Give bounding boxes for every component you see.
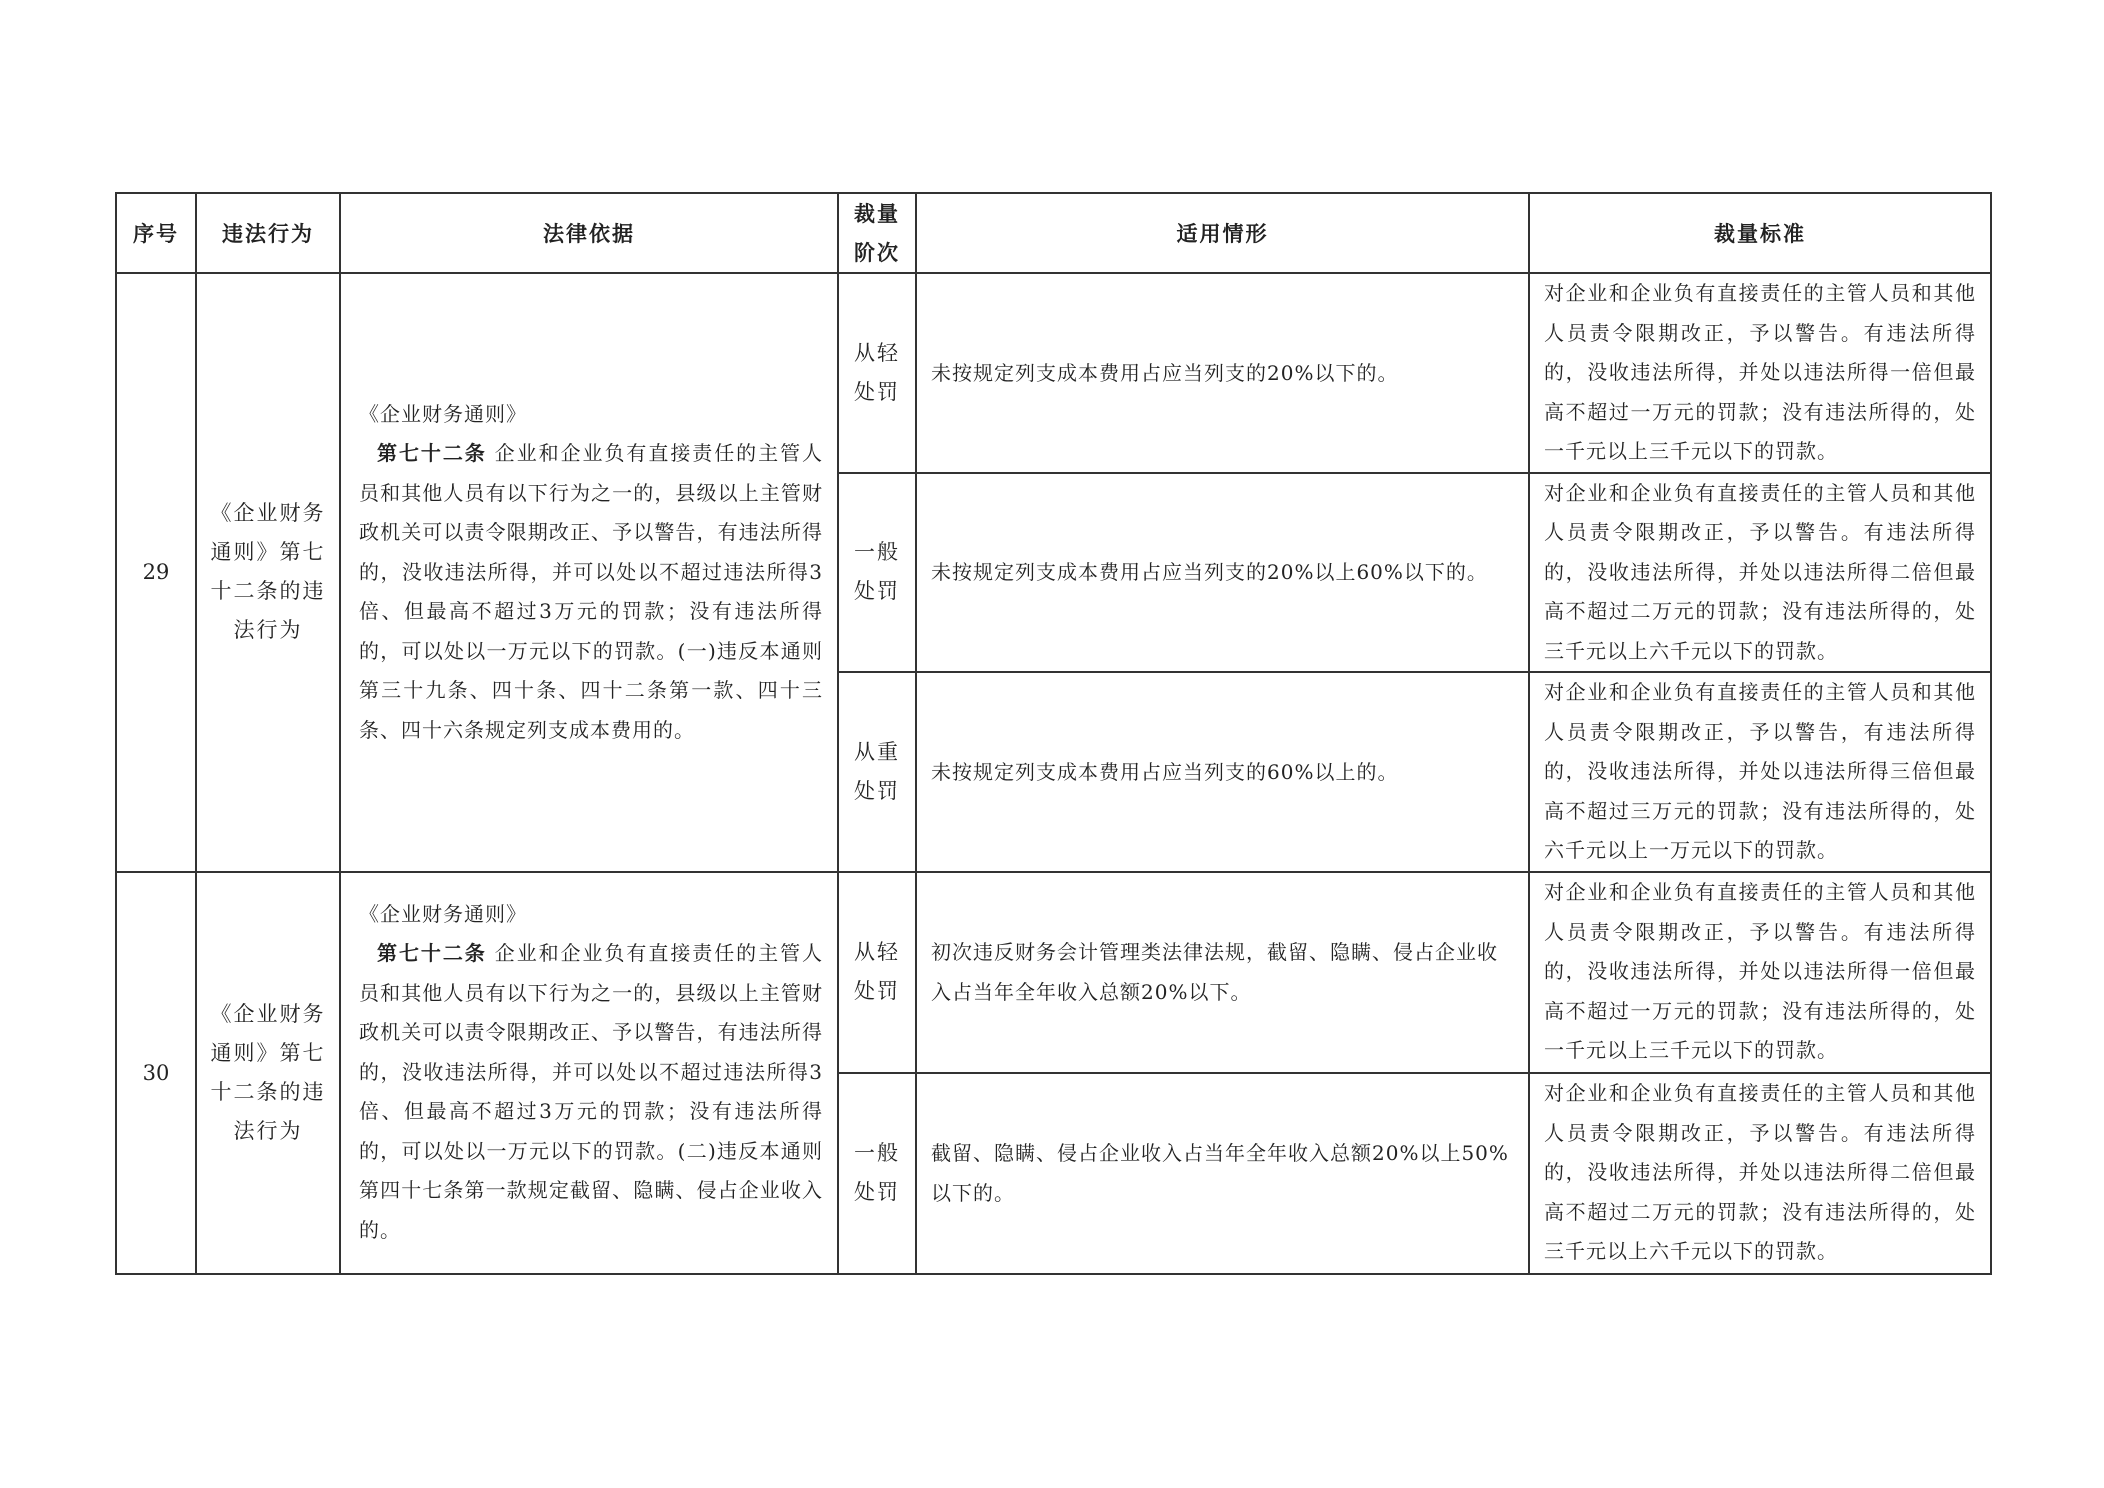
level-line2: 处罚: [854, 379, 900, 404]
condition-cell: 截留、隐瞒、侵占企业收入占当年全年收入总额20%以上50%以下的。: [916, 1073, 1529, 1274]
standard-cell: 对企业和企业负有直接责任的主管人员和其他人员责令限期改正，予以警告。有违法所得的，没收违法所得，并处以违法所得二倍但最高不超过二万元的罚款；没有违法所得的，处三千元以上六千元以下的罚款。: [1529, 473, 1991, 673]
standard-cell: 对企业和企业负有直接责任的主管人员和其他人员责令限期改正，予以警告。有违法所得的，没收违法所得，并处以违法所得一倍但最高不超过一万元的罚款；没有违法所得的，处一千元以上三千元以下的罚款。: [1529, 273, 1991, 473]
act-cell: 《企业财务通则》第七十二条的违法行为: [196, 273, 340, 872]
level-line1: 从轻: [854, 940, 900, 964]
law-body-block: [359, 434, 823, 750]
condition-cell: 未按规定列支成本费用占应当列支的20%以上60%以下的。: [916, 473, 1529, 673]
law-title: 《企业财务通则》: [359, 401, 527, 426]
header-law: 法律依据: [340, 193, 838, 273]
law-body: 企业和企业负有直接责任的主管人员和其他人员有以下行为之一的，县级以上主管财政机关可以责令限期改正、予以警告，有违法所得的，没收违法所得，并可以处以不超过违法所得3倍、但最高不超过3万元的罚款；没有违法所得的，可以处以一万元以下的罚款。(一)违反本通则第三十九条、四十条、四十二条第一款、四十三条、四十六条规定列支成本费用的。: [359, 441, 824, 742]
header-level-line1: 裁量: [854, 201, 900, 226]
condition-cell: 初次违反财务会计管理类法律法规，截留、隐瞒、侵占企业收入占当年全年收入总额20%以下。: [916, 872, 1529, 1073]
law-article: 第七十二条: [377, 441, 487, 465]
level-cell: [838, 672, 916, 872]
seq-cell: 30: [116, 872, 196, 1274]
law-cell: [340, 273, 838, 872]
header-row: [116, 193, 1991, 273]
header-level: [838, 193, 916, 273]
condition-cell: 未按规定列支成本费用占应当列支的60%以上的。: [916, 672, 1529, 872]
seq-cell: 29: [116, 273, 196, 872]
level-cell: [838, 273, 916, 473]
level-cell: [838, 1073, 916, 1274]
level-cell: [838, 473, 916, 673]
condition-cell: 未按规定列支成本费用占应当列支的20%以下的。: [916, 273, 1529, 473]
level-line1: 从轻: [854, 340, 900, 365]
level-cell: [838, 872, 916, 1073]
penalty-discretion-table: [115, 192, 1992, 1275]
level-line2: 处罚: [854, 1180, 900, 1204]
level-line2: 处罚: [854, 579, 900, 604]
header-level-line2: 阶次: [854, 240, 900, 265]
law-cell: [340, 872, 838, 1274]
table-row: [116, 872, 1991, 1073]
level-line2: 处罚: [854, 979, 900, 1003]
header-act: 违法行为: [196, 193, 340, 273]
standard-cell: 对企业和企业负有直接责任的主管人员和其他人员责令限期改正，予以警告。有违法所得的，没收违法所得，并处以违法所得二倍但最高不超过二万元的罚款；没有违法所得的，处三千元以上六千元以下的罚款。: [1529, 1073, 1991, 1274]
header-standard: 裁量标准: [1529, 193, 1991, 273]
level-line2: 处罚: [854, 778, 900, 803]
law-body-block: [359, 934, 823, 1250]
level-line1: 从重: [854, 739, 900, 764]
level-line1: 一般: [854, 1141, 900, 1165]
header-seq: 序号: [116, 193, 196, 273]
law-body: 企业和企业负有直接责任的主管人员和其他人员有以下行为之一的，县级以上主管财政机关可以责令限期改正、予以警告，有违法所得的，没收违法所得，并可以处以不超过违法所得3倍、但最高不超过3万元的罚款；没有违法所得的，可以处以一万元以下的罚款。(二)违反本通则第四十七条第一款规定截留、隐瞒、侵占企业收入的。: [359, 941, 824, 1242]
standard-cell: 对企业和企业负有直接责任的主管人员和其他人员责令限期改正，予以警告。有违法所得的，没收违法所得，并处以违法所得一倍但最高不超过一万元的罚款；没有违法所得的，处一千元以上三千元以下的罚款。: [1529, 872, 1991, 1073]
header-condition: 适用情形: [916, 193, 1529, 273]
level-line1: 一般: [854, 540, 900, 565]
table-row: [116, 273, 1991, 473]
act-cell: 《企业财务通则》第七十二条的违法行为: [196, 872, 340, 1274]
standard-cell: 对企业和企业负有直接责任的主管人员和其他人员责令限期改正，予以警告，有违法所得的，没收违法所得，并处以违法所得三倍但最高不超过三万元的罚款；没有违法所得的，处六千元以上一万元以下的罚款。: [1529, 672, 1991, 872]
law-title: 《企业财务通则》: [359, 901, 527, 926]
law-article: 第七十二条: [377, 941, 487, 966]
